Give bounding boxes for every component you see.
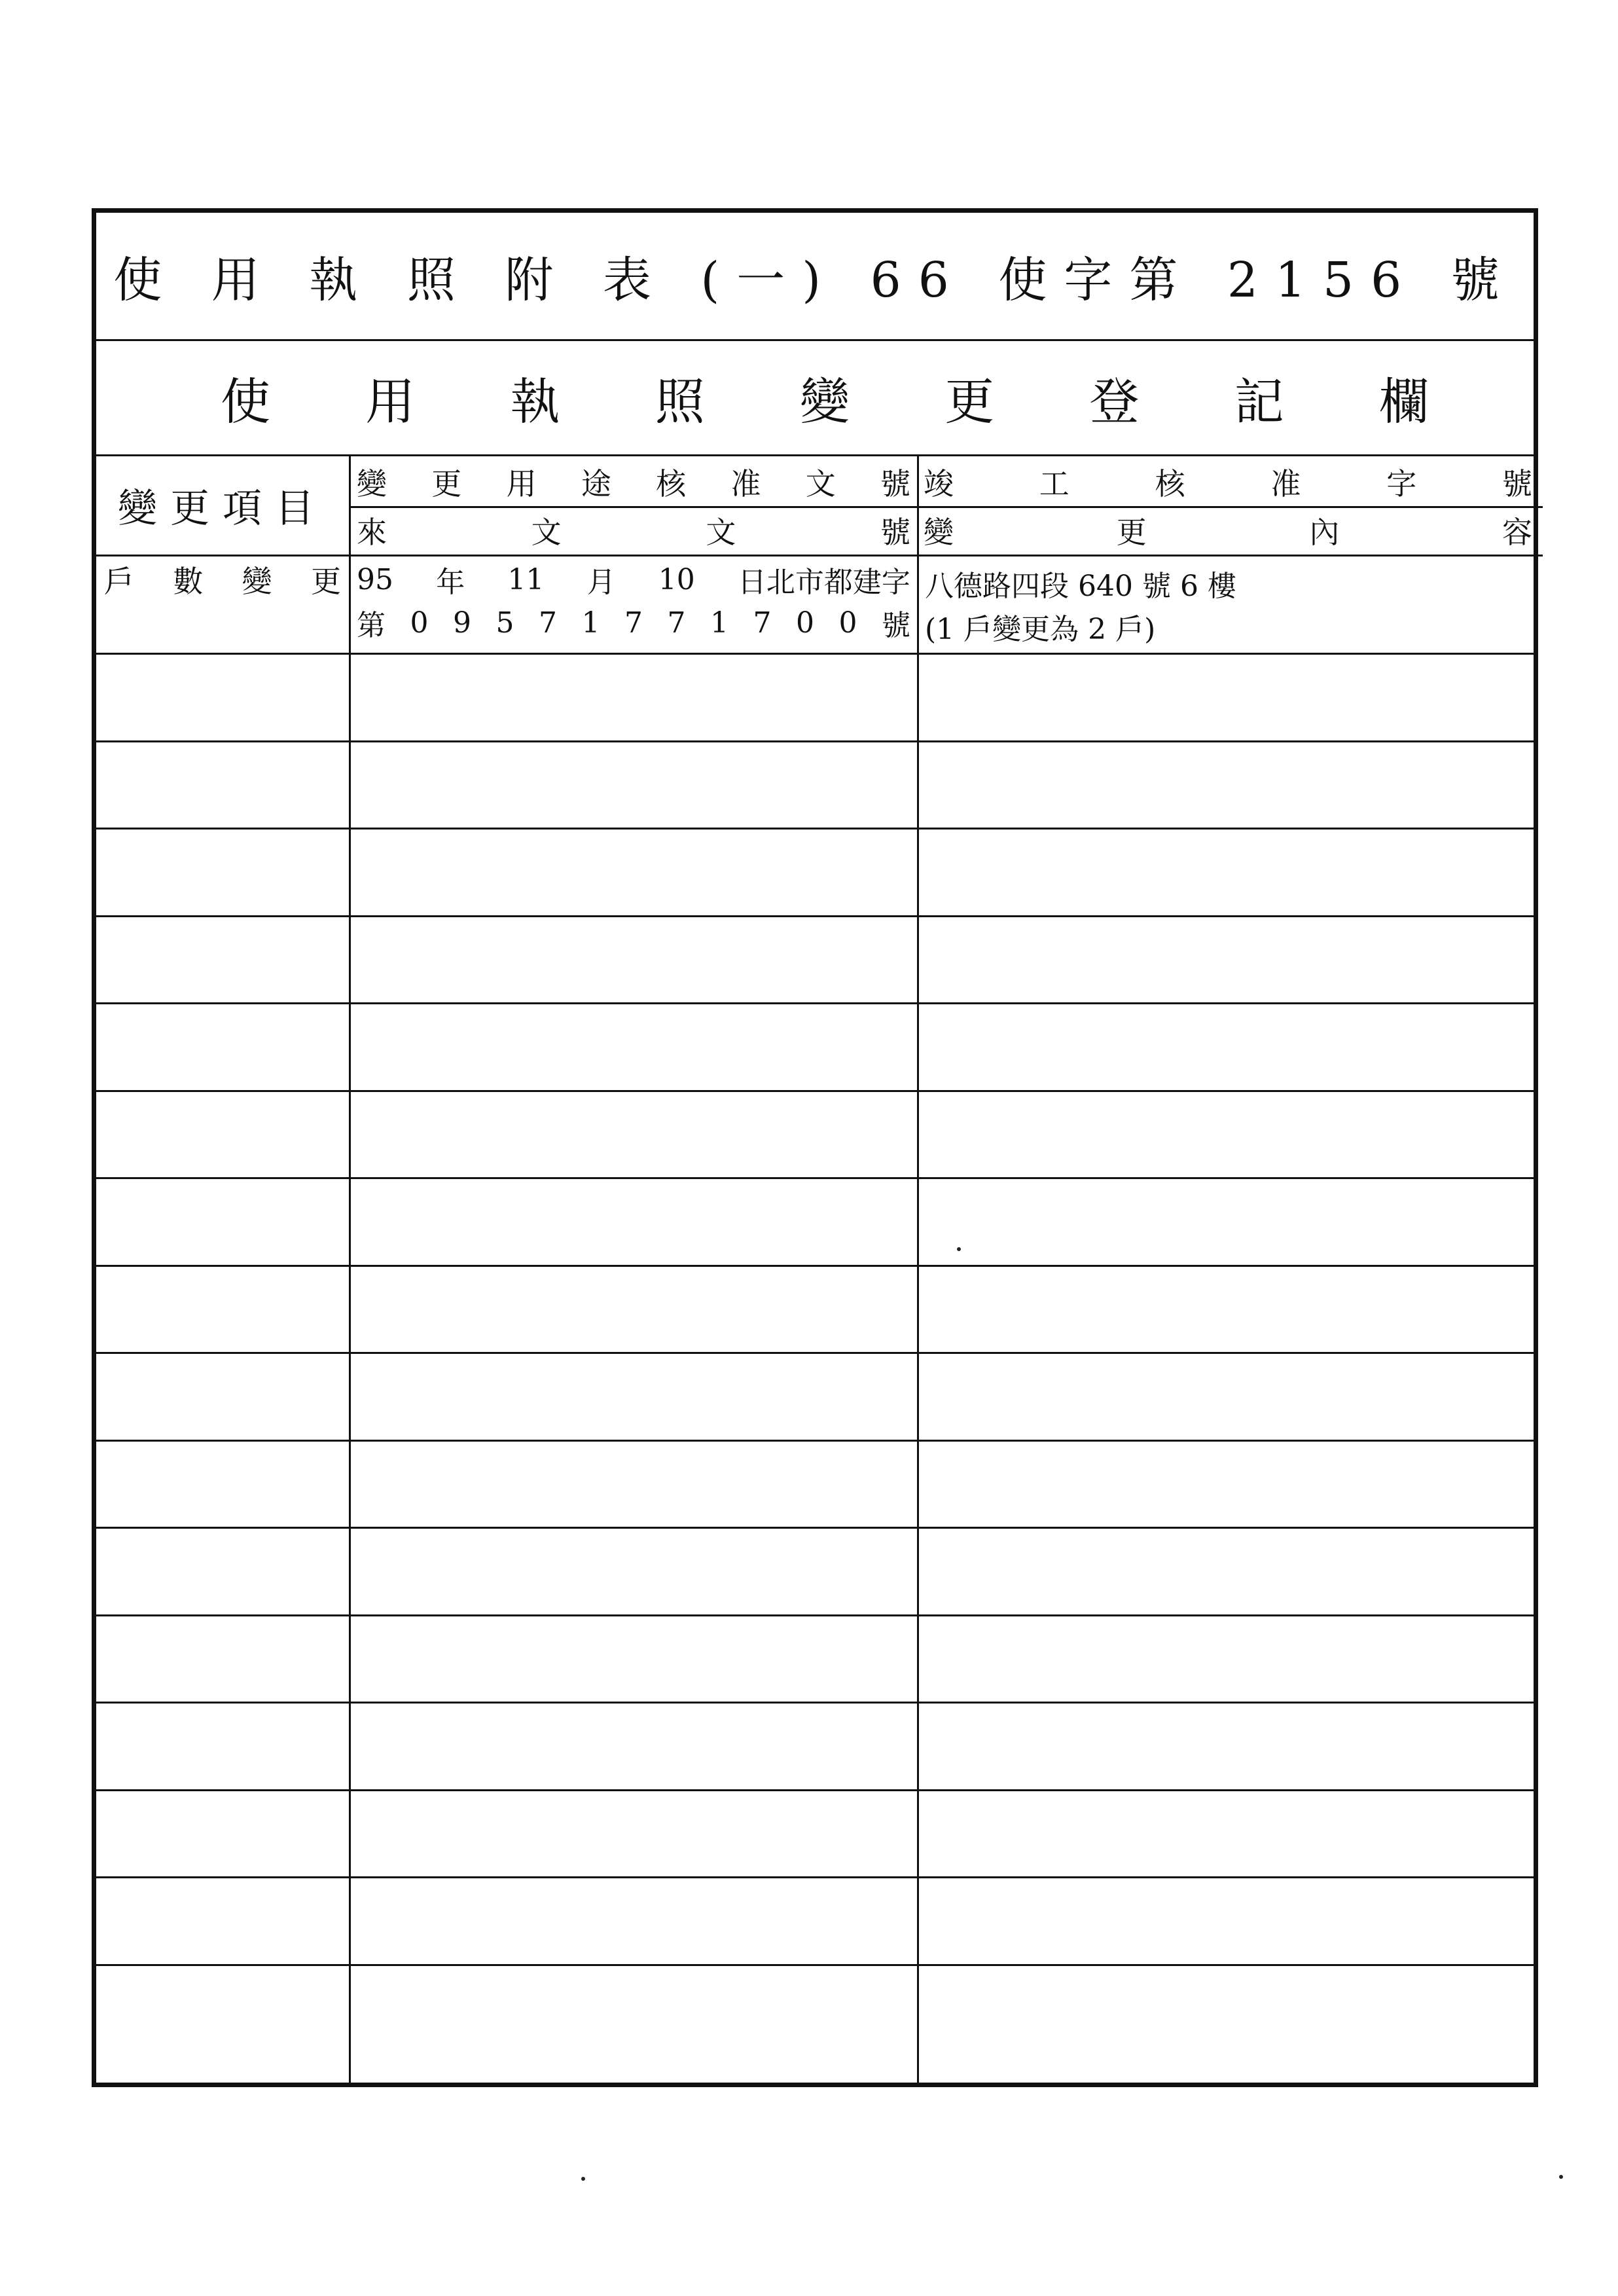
header-char: 工 (1039, 466, 1070, 501)
table-row-line (96, 1440, 1534, 1442)
table-row-line (96, 1876, 1534, 1878)
cell-text-part: 0 (838, 606, 857, 640)
header-char: 文 (805, 466, 836, 501)
header-char: 竣 (924, 466, 954, 501)
document-title: 使 用 執 照 附 表 (一) 66 使字第 2156 號 (113, 251, 1517, 308)
table-row-line (96, 1177, 1534, 1179)
cell-text-part: 0 (796, 606, 814, 640)
cell-text-part: 5 (495, 606, 514, 640)
title-row (96, 213, 1534, 341)
header-char: 文 (706, 515, 736, 550)
cell-text-part: 年 (436, 566, 465, 599)
table-row-line (96, 1527, 1534, 1529)
header-change-item: 變更項目 (118, 486, 327, 532)
change-registration-table (96, 456, 1534, 2083)
cell-text-part: 1 (581, 606, 600, 640)
section-heading-char: 記 (1234, 373, 1284, 431)
cell-text-part: 9 (453, 606, 471, 640)
cell-char: 變 (242, 564, 272, 599)
column-divider (917, 456, 919, 2083)
table-row-line (96, 1002, 1534, 1004)
header-change-content (924, 509, 1532, 552)
header-char: 途 (581, 466, 611, 501)
header-char: 變 (924, 515, 954, 550)
cell-text-part: 10 (658, 562, 695, 596)
header-divider (349, 506, 1543, 508)
subtitle-row (96, 341, 1534, 456)
table-row-line (96, 1090, 1534, 1092)
section-heading-char: 變 (800, 373, 850, 431)
header-char: 來 (357, 515, 387, 550)
scan-speck (1559, 2175, 1563, 2179)
cell-text-part: 日北市都建字 (737, 566, 910, 599)
section-heading-char: 更 (944, 373, 995, 431)
header-char: 內 (1309, 515, 1340, 550)
row-change-item (104, 560, 341, 599)
row-change-detail: (1 戶變更為 2 戶) (925, 613, 1156, 646)
section-heading-char: 使 (221, 373, 270, 431)
table-row-line (96, 740, 1534, 742)
header-incoming-doc-no (357, 509, 910, 552)
table-row-line (96, 653, 1534, 655)
cell-text-part: 月 (586, 566, 616, 599)
cell-char: 數 (173, 564, 204, 599)
section-heading-char: 登 (1089, 373, 1140, 431)
header-bottom-line (96, 555, 1543, 556)
row-address: 八德路四段 640 號 6 樓 (925, 570, 1236, 603)
table-row-line (96, 1265, 1534, 1267)
table-row-line (96, 1614, 1534, 1616)
table-row-line (96, 828, 1534, 829)
table-row-line (96, 915, 1534, 917)
header-char: 號 (1501, 466, 1532, 501)
header-char: 准 (1270, 466, 1301, 501)
cell-text-part: 1 (710, 606, 728, 640)
section-heading-char: 欄 (1379, 373, 1429, 431)
table-row-line (96, 1352, 1534, 1354)
scan-speck (957, 1247, 961, 1251)
cell-text-part: 7 (753, 606, 772, 640)
cell-text-part: 0 (410, 606, 429, 640)
header-char: 准 (730, 466, 761, 501)
cell-text-part: 95 (357, 562, 393, 596)
section-heading-char: 照 (655, 373, 705, 431)
header-char: 核 (656, 466, 687, 501)
cell-text-part: 號 (882, 609, 910, 642)
header-char: 文 (531, 515, 562, 550)
cell-text-part: 7 (667, 606, 686, 640)
cell-char: 更 (310, 564, 341, 599)
table-row-line (96, 1789, 1534, 1791)
section-heading (221, 341, 1429, 454)
header-completion-approval-no (924, 460, 1532, 503)
header-char: 容 (1501, 515, 1532, 550)
header-char: 更 (1116, 515, 1147, 550)
header-char: 變 (357, 466, 387, 501)
table-row-line (96, 1702, 1534, 1704)
header-char: 號 (880, 515, 910, 550)
license-annex-form (92, 208, 1538, 2087)
section-heading-char: 用 (365, 373, 416, 431)
cell-text-part: 第 (357, 609, 386, 642)
header-char: 號 (880, 466, 910, 501)
row-doc-number (357, 603, 910, 642)
table-row-line (96, 1964, 1534, 1966)
section-heading-char: 執 (510, 373, 560, 431)
header-char: 字 (1386, 466, 1417, 501)
column-divider (349, 456, 351, 2083)
row-doc-date (357, 560, 910, 599)
cell-char: 戶 (104, 564, 134, 599)
header-char: 核 (1155, 466, 1185, 501)
scan-speck (581, 2177, 585, 2181)
cell-text-part: 11 (507, 562, 545, 596)
cell-text-part: 7 (624, 606, 643, 640)
header-approval-doc-no (357, 460, 910, 503)
header-char: 更 (431, 466, 462, 501)
header-char: 用 (506, 466, 537, 501)
cell-text-part: 7 (539, 606, 557, 640)
